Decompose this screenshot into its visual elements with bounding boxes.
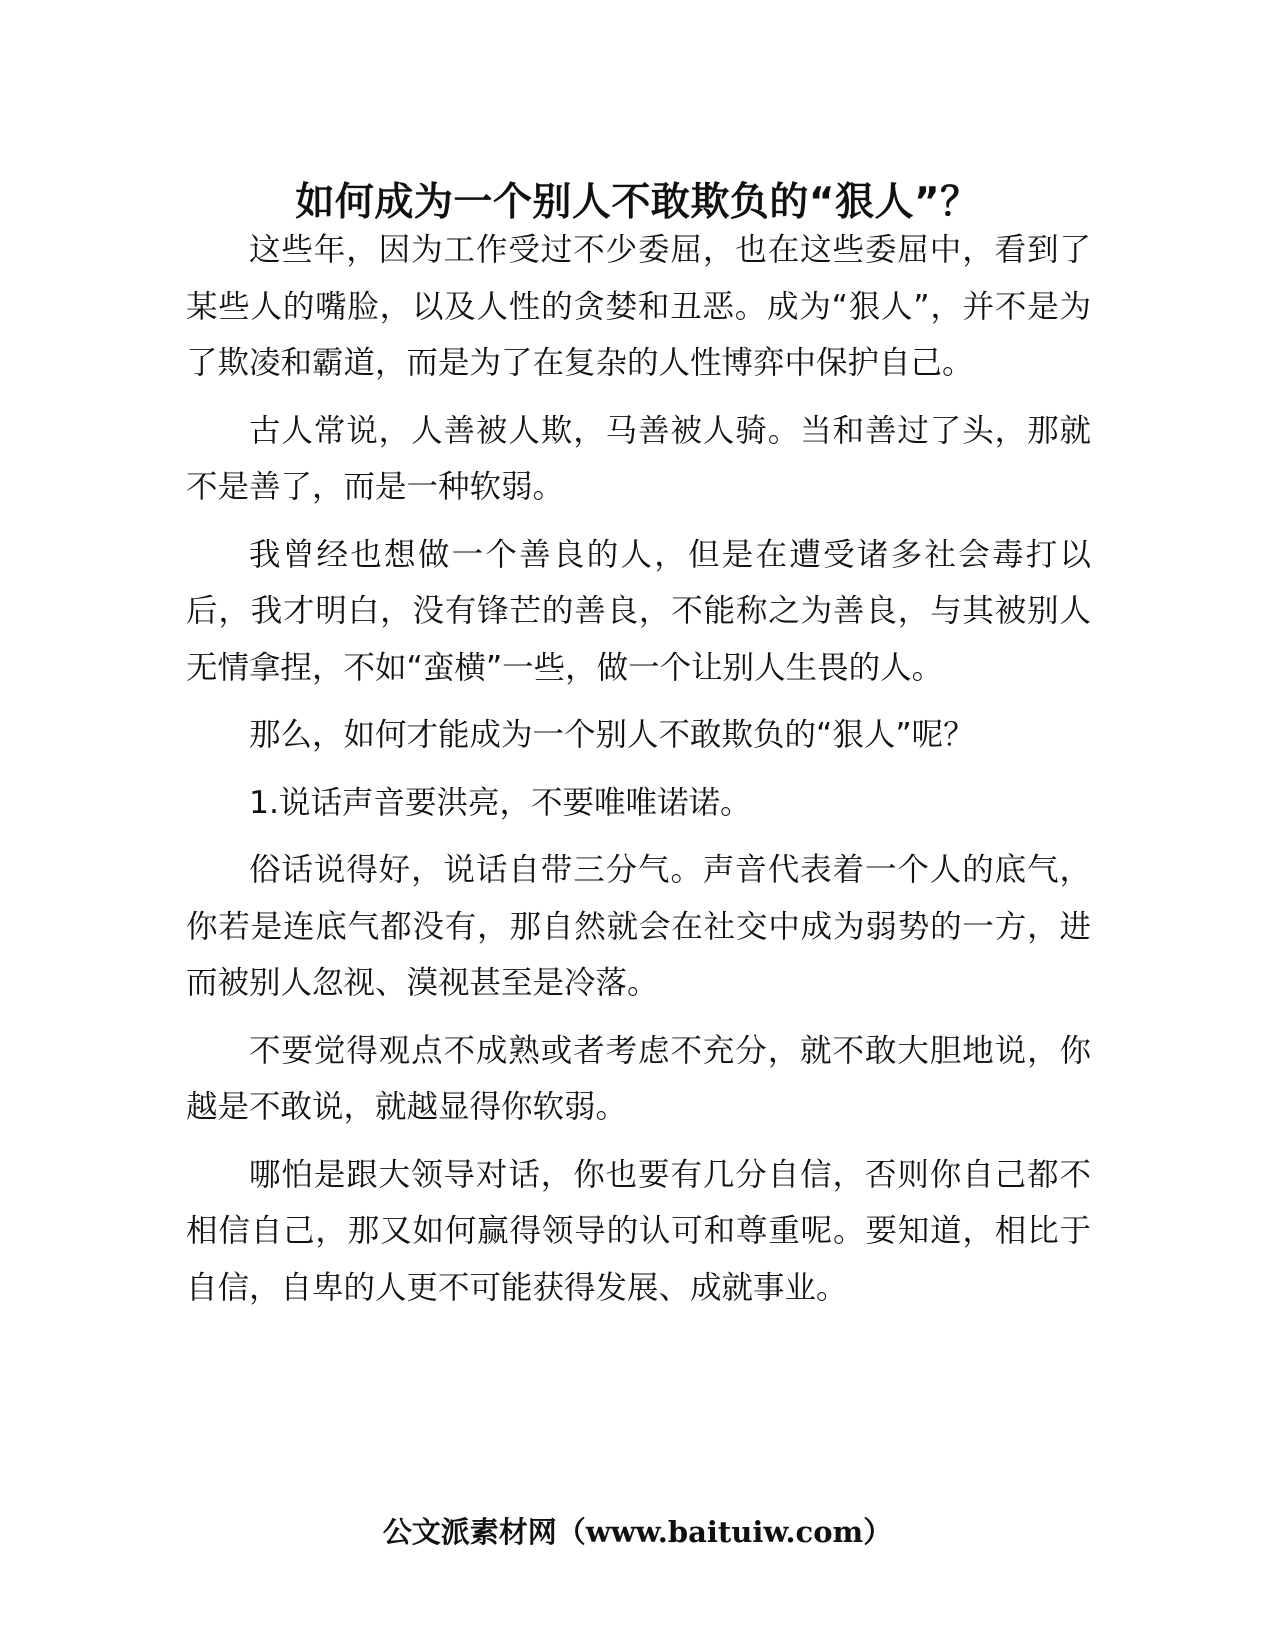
paragraph-4: 那么，如何才能成为一个别人不敢欺负的“狠人”呢？: [249, 717, 975, 753]
document-title: 如何成为一个别人不敢欺负的“狠人”？: [295, 180, 980, 226]
paragraph-7: 不要觉得观点不成熟或者考虑不充分，就不敢大胆地说，你越是不敢说，就越显得你软弱。: [186, 1032, 1091, 1125]
paragraph-5-heading: 1.说话声音要洪亮，不要唯唯诺诺。: [249, 784, 752, 821]
paragraph-8: 哪怕是跟大领导对话，你也要有几分自信，否则你自己都不相信自己，那又如何赢得领导的认可和尊重呢。要知道，相比于自信，自卑的人更不可能获得发展、成就事业。: [186, 1156, 1091, 1306]
paragraph-6: 俗话说得好，说话自带三分气。声音代表着一个人的底气，你若是连底气都没有，那自然就会在社交中成为弱势的一方，进而被别人忽视、漠视甚至是冷落。: [186, 852, 1091, 1001]
footer-source: 公文派素材网（www.baituiw.com）: [382, 1515, 893, 1549]
paragraph-2: 古人常说，人善被人欺，马善被人骑。当和善过了头，那就不是善了，而是一种软弱。: [186, 412, 1091, 505]
paragraph-1: 这些年，因为工作受过不少委屈，也在这些委屈中，看到了某些人的嘴脸，以及人性的贪婪和丑恶。成为“狠人”，并不是为了欺凌和霸道，而是为了在复杂的人性博弈中保护自己。: [186, 232, 1091, 381]
paragraph-3: 我曾经也想做一个善良的人，但是在遭受诸多社会毒打以后，我才明白，没有锋芒的善良，不能称之为善良，与其被别人无情拿捏，不如“蛮横”一些，做一个让别人生畏的人。: [186, 536, 1091, 686]
document-body: [186, 222, 1091, 1327]
